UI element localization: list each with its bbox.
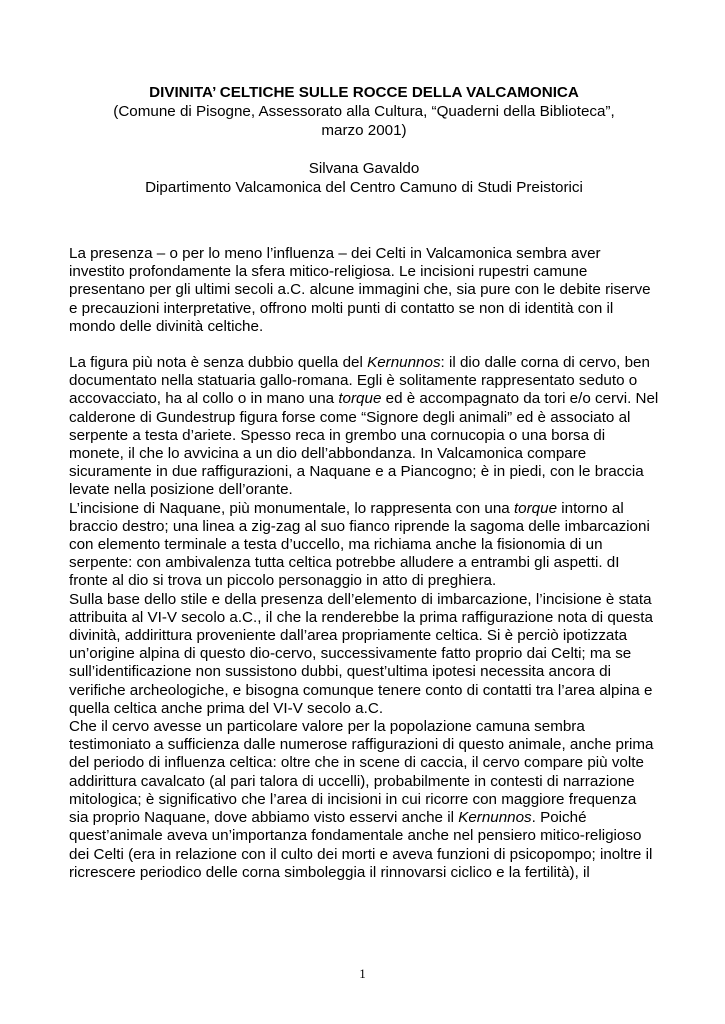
paragraph-2-italic-kernunnos: Kernunnos — [367, 354, 441, 372]
paragraph-5-italic-kernunnos: Kernunnos — [458, 809, 532, 827]
author-name: Silvana Gavaldo — [308, 160, 420, 177]
paragraph-3-text-c: intorno al braccio destro; una linea a zig-zag al suo fianco riprende la sagoma delle imbarcazioni con elemento terminale a testa d’uccello, ma richiama anche la fisionomia di un serpente: con ambivalenza tutta celtica potrebbe alludere a entrambi gli aspetti. dI fronte al dio si trova un piccolo personaggio in atto di preghiera. — [69, 499, 650, 590]
page-number: 1 — [359, 966, 366, 981]
paragraph-2-text-c: : il dio dalle corna di cervo, ben documentato nella statuaria gallo-romana. Egli è solitamente rappresentato seduto o accovacciato, ha al collo o in mano una — [69, 354, 650, 408]
source-citation-line-2: marzo 2001) — [321, 122, 407, 139]
document-page — [69, 83, 659, 882]
paragraph-5-text-c: . Poiché quest’animale aveva un’importanza fondamentale anche nel pensiero mitico-religioso dei Celti (era in relazione con il culto dei morti e aveva funzioni di psicopompo; inoltre il ricrescere periodico delle corna simboleggia il rinnovarsi ciclico e la fertilità), il — [69, 809, 653, 881]
paragraph-4: Sulla base dello stile e della presenza dell’elemento di imbarcazione, l’incisione è stata attribuita al VI-V secolo a.C., il che la renderebbe la prima raffigurazione nota di questa divinità, addirittura proveniente dall’area propriamente celtica. Si è perciò ipotizzata un’origine alpina di questo dio-cervo, successivamente fatto proprio dai Celti; ma se sull’identificazione non sussistono dubbi, quest’ultima ipotesi necessita ancora di verifiche archeologiche, e bisogna comunque tenere conto di contatti tra l’area alpina e quella celtica anche prima del VI-V secolo a.C. — [69, 590, 653, 717]
paragraph-5 — [69, 718, 659, 882]
paragraph-2-italic-torque: torque — [338, 390, 382, 408]
paragraph-2-text-e: ed è accompagnato da tori e/o cervi. Nel calderone di Gundestrup figura forse come “Signore degli animali” ed è associato al serpente a testa d’ariete. Spesso reca in grembo una cornucopia o una borsa di monete, il che lo avvicina a un dio dell’abbondanza. In Valcamonica compare sicuramente in due raffigurazioni, a Naquane e a Piancogno; è in piedi, con le braccia levate nella posizione dell’orante. — [69, 390, 659, 499]
paragraph-3-text-a: L’incisione di Naquane, più monumentale, lo rappresenta con una — [69, 499, 514, 517]
paragraph-spacer — [69, 336, 659, 354]
source-citation-line-1: (Comune di Pisogne, Assessorato alla Cultura, “Quaderni della Biblioteca”, — [113, 103, 615, 120]
paragraph-3 — [69, 500, 659, 591]
document-header — [69, 83, 659, 197]
paragraph-1: La presenza – o per lo meno l’influenza – dei Celti in Valcamonica sembra aver investito profondamente la sfera mitico-religiosa. Le incisioni rupestri camune presentano per gli ultimi secoli a.C. alcune immagini che, sia pure con le debite riserve e precauzioni interpretative, offrono molti punti di contatto se non di identità con il mondo delle divinità celtiche. — [69, 245, 651, 335]
document-title: DIVINITA’ CELTICHE SULLE ROCCE DELLA VALCAMONICA — [149, 84, 579, 101]
document-body — [69, 245, 659, 882]
author-affiliation: Dipartimento Valcamonica del Centro Camuno di Studi Preistorici — [145, 179, 583, 196]
paragraph-2-text-a: La figura più nota è senza dubbio quella del — [69, 354, 368, 372]
header-spacer — [69, 140, 659, 159]
paragraph-2 — [69, 354, 659, 500]
paragraph-5-text-a: Che il cervo avesse un particolare valore per la popolazione camuna sembra testimoniato a sufficienza dalle numerose raffigurazioni di questo animale, anche prima del periodo di influenza celtica: oltre che in scene di caccia, il cervo compare più volte addirittura cavalcato (al pari talora di uccelli), probabilmente in contesti di narrazione mitologica; è significativo che l’area di incisioni in cui ricorre con maggiore frequenza sia proprio Naquane, dove abbiamo visto esservi anche il — [69, 718, 654, 827]
paragraph-3-italic-torque: torque — [513, 499, 558, 517]
